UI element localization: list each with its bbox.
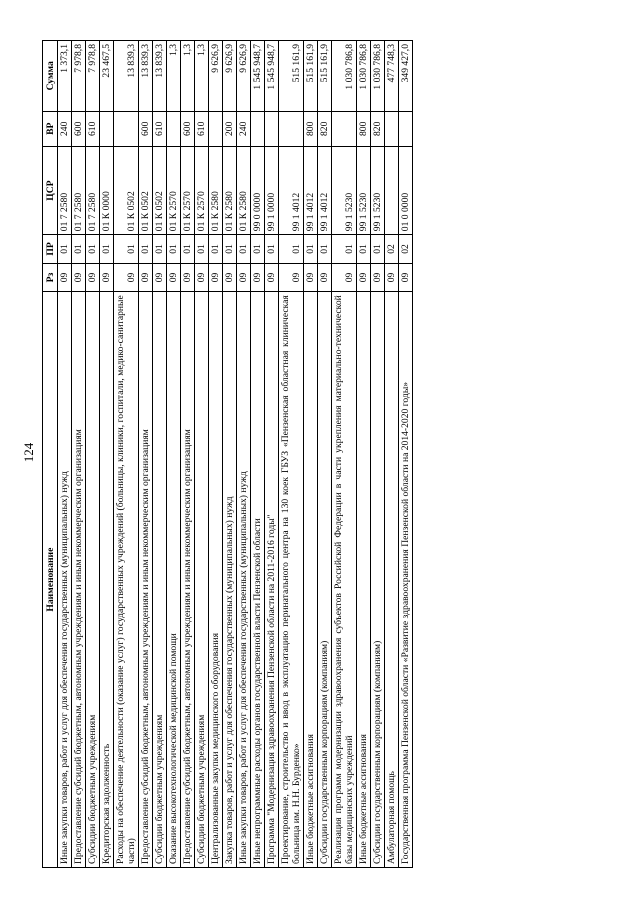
cell-pr: 01: [195, 235, 209, 264]
cell-name: Амбулаторная помощь: [385, 292, 399, 868]
cell-rz: 09: [385, 263, 399, 292]
cell-rz: 09: [114, 263, 139, 292]
cell-rz: 09: [153, 263, 167, 292]
cell-name: Иные бюджетные ассигнования: [304, 292, 318, 868]
cell-sum: 1 030 786,8: [332, 41, 357, 112]
cell-csr: 01 7 2580: [86, 146, 100, 234]
table-row: [181, 41, 195, 868]
cell-sum: 515 161,9: [318, 41, 332, 112]
table-row: [153, 41, 167, 868]
cell-csr: 99 0 0000: [251, 146, 265, 234]
cell-vr: 610: [195, 111, 209, 146]
cell-csr: 99 1 5230: [332, 146, 357, 234]
cell-name: Расходы на обеспечение деятельности (оказание услуг) государственных учреждений (больницы, клиники, госпитали, медико-санитарные части): [114, 292, 139, 868]
cell-name: Кредиторская задолженность: [100, 292, 114, 868]
cell-vr: 820: [318, 111, 332, 146]
header-pr: ПР: [43, 235, 58, 264]
cell-sum: 1 545 948,7: [265, 41, 279, 112]
cell-sum: 23 467,5: [100, 41, 114, 112]
cell-vr: [332, 111, 357, 146]
cell-pr: 01: [223, 235, 237, 264]
cell-sum: 515 161,9: [304, 41, 318, 112]
cell-csr: 01 К 2570: [181, 146, 195, 234]
cell-vr: 240: [237, 111, 251, 146]
cell-csr: 01 К 2570: [195, 146, 209, 234]
cell-vr: 610: [86, 111, 100, 146]
cell-vr: [114, 111, 139, 146]
cell-rz: 09: [209, 263, 223, 292]
table-row: [279, 41, 304, 868]
table-row: [251, 41, 265, 868]
cell-pr: 01: [72, 235, 86, 264]
cell-sum: 1 373,1: [58, 41, 72, 112]
cell-sum: 1 030 786,8: [371, 41, 385, 112]
cell-csr: 01 К 2580: [223, 146, 237, 234]
table-row: [237, 41, 251, 868]
table-row: [265, 41, 279, 868]
cell-sum: 515 161,9: [279, 41, 304, 112]
cell-vr: 820: [371, 111, 385, 146]
cell-name: Предоставление субсидий бюджетным, автономным учреждениям и иным некоммерческим организациям: [139, 292, 153, 868]
cell-sum: 349 427,0: [399, 41, 413, 112]
cell-rz: 09: [304, 263, 318, 292]
cell-csr: 99 1 4012: [279, 146, 304, 234]
cell-name: Предоставление субсидий бюджетным, автономным учреждениям и иным некоммерческим организациям: [181, 292, 195, 868]
cell-rz: 09: [72, 263, 86, 292]
cell-sum: 1 030 786,8: [357, 41, 371, 112]
cell-rz: 09: [357, 263, 371, 292]
cell-sum: 1,3: [181, 41, 195, 112]
cell-rz: 09: [195, 263, 209, 292]
cell-pr: 01: [304, 235, 318, 264]
cell-rz: 09: [181, 263, 195, 292]
cell-csr: 01 7 2580: [58, 146, 72, 234]
table-row: [371, 41, 385, 868]
cell-rz: 09: [265, 263, 279, 292]
table-row: [167, 41, 181, 868]
cell-csr: 01 К 0502: [114, 146, 139, 234]
cell-pr: 01: [251, 235, 265, 264]
cell-pr: 01: [100, 235, 114, 264]
cell-vr: [279, 111, 304, 146]
cell-pr: 01: [181, 235, 195, 264]
cell-sum: 1,3: [167, 41, 181, 112]
cell-vr: 800: [357, 111, 371, 146]
cell-sum: 9 626,9: [209, 41, 223, 112]
cell-vr: 600: [139, 111, 153, 146]
cell-sum: 7 978,8: [86, 41, 100, 112]
table-body: [58, 41, 413, 868]
table-row: [318, 41, 332, 868]
cell-pr: 01: [153, 235, 167, 264]
table-row: [357, 41, 371, 868]
table-row: [139, 41, 153, 868]
cell-vr: [209, 111, 223, 146]
cell-sum: 477 748,3: [385, 41, 399, 112]
cell-csr: 99 1 4012: [304, 146, 318, 234]
cell-pr: 01: [58, 235, 72, 264]
cell-name: Субсидии бюджетным учреждениям: [195, 292, 209, 868]
cell-csr: 99 1 0000: [265, 146, 279, 234]
cell-csr: 01 К 2570: [167, 146, 181, 234]
cell-csr: 01 К 0502: [139, 146, 153, 234]
cell-pr: 01: [318, 235, 332, 264]
cell-pr: 02: [399, 235, 413, 264]
cell-rz: 09: [371, 263, 385, 292]
table-row: [385, 41, 399, 868]
table-row: [58, 41, 72, 868]
cell-rz: 09: [279, 263, 304, 292]
cell-pr: 01: [265, 235, 279, 264]
cell-name: Иные бюджетные ассигнования: [357, 292, 371, 868]
budget-table: [42, 40, 413, 868]
cell-vr: [251, 111, 265, 146]
cell-pr: 02: [385, 235, 399, 264]
cell-csr: 01 0 0000: [399, 146, 413, 234]
cell-csr: 99 1 4012: [318, 146, 332, 234]
cell-rz: 09: [237, 263, 251, 292]
table-row: [223, 41, 237, 868]
cell-vr: [385, 111, 399, 146]
cell-pr: 01: [279, 235, 304, 264]
cell-vr: 600: [181, 111, 195, 146]
cell-vr: 800: [304, 111, 318, 146]
cell-vr: [265, 111, 279, 146]
cell-vr: 600: [72, 111, 86, 146]
header-vr: ВР: [43, 111, 58, 146]
cell-vr: 240: [58, 111, 72, 146]
cell-pr: 01: [357, 235, 371, 264]
table-row: [195, 41, 209, 868]
cell-pr: 01: [371, 235, 385, 264]
cell-name: Иные закупки товаров, работ и услуг для обеспечения государственных (муниципальных) нужд: [58, 292, 72, 868]
cell-vr: [167, 111, 181, 146]
cell-csr: [385, 146, 399, 234]
cell-csr: 01 К 0000: [100, 146, 114, 234]
cell-csr: 99 1 5230: [371, 146, 385, 234]
header-csr: ЦСР: [43, 146, 58, 234]
cell-rz: 09: [318, 263, 332, 292]
cell-csr: 01 К 2580: [237, 146, 251, 234]
cell-name: Иные закупки товаров, работ и услуг для обеспечения государственных (муниципальных) нужд: [237, 292, 251, 868]
cell-pr: 01: [167, 235, 181, 264]
cell-name: Реализация программ модернизации здравоохранения субъектов Российской Федерации в части укрепления материально-технической базы медицинских учреждений: [332, 292, 357, 868]
cell-sum: 1,3: [195, 41, 209, 112]
cell-name: Государственная программа Пензенской области «Развитие здравоохранения Пензенской области на 2014-2020 годы»: [399, 292, 413, 868]
cell-name: Субсидии бюджетным учреждениям: [153, 292, 167, 868]
cell-pr: 01: [209, 235, 223, 264]
cell-name: Субсидии бюджетным учреждениям: [86, 292, 100, 868]
table-row: [72, 41, 86, 868]
cell-pr: 01: [237, 235, 251, 264]
cell-name: Субсидии государственным корпорациям (компаниям): [318, 292, 332, 868]
cell-name: Программа "Модернизация здравоохранения Пензенской области на 2011-2016 годы": [265, 292, 279, 868]
cell-rz: 09: [399, 263, 413, 292]
cell-name: Предоставление субсидий бюджетным, автономным учреждениям и иным некоммерческим организациям: [72, 292, 86, 868]
cell-csr: 01 7 2580: [72, 146, 86, 234]
table-row: [209, 41, 223, 868]
cell-name: Оказание высокотехнологической медицинской помощи: [167, 292, 181, 868]
cell-name: Централизованные закупки медицинского оборудования: [209, 292, 223, 868]
cell-rz: 09: [223, 263, 237, 292]
cell-name: Закупка товаров, работ и услуг для обеспечения государственных (муниципальных) нужд: [223, 292, 237, 868]
table-row: [399, 41, 413, 868]
cell-sum: 9 626,9: [237, 41, 251, 112]
table-row: [100, 41, 114, 868]
table-row: [86, 41, 100, 868]
cell-csr: 01 К 0502: [153, 146, 167, 234]
cell-vr: [100, 111, 114, 146]
cell-pr: 01: [139, 235, 153, 264]
cell-rz: 09: [167, 263, 181, 292]
cell-csr: 01 К 2580: [209, 146, 223, 234]
cell-rz: 09: [86, 263, 100, 292]
cell-pr: 01: [332, 235, 357, 264]
table-row: [332, 41, 357, 868]
cell-rz: 09: [139, 263, 153, 292]
cell-rz: 09: [251, 263, 265, 292]
table-row: [114, 41, 139, 868]
cell-pr: 01: [114, 235, 139, 264]
cell-name: Иные непрограммные расходы органов государственной власти Пензенской области: [251, 292, 265, 868]
cell-sum: 7 978,8: [72, 41, 86, 112]
cell-vr: [399, 111, 413, 146]
cell-name: Субсидии государственным корпорациям (компаниям): [371, 292, 385, 868]
cell-sum: 9 626,9: [223, 41, 237, 112]
header-rz: Рз: [43, 263, 58, 292]
cell-sum: 13 839,3: [153, 41, 167, 112]
header-sum: Сумма: [43, 41, 58, 112]
cell-vr: 610: [153, 111, 167, 146]
table-row: [304, 41, 318, 868]
page-number: 124: [21, 442, 36, 463]
cell-vr: 200: [223, 111, 237, 146]
table-header-row: [43, 41, 58, 868]
cell-name: Проектирование, строительство и ввод в эксплуатацию перинатального центра на 130 коек ГБУЗ «Пензенская областная клиническая больница им. Н.Н. Бурденко»: [279, 292, 304, 868]
cell-pr: 01: [86, 235, 100, 264]
cell-sum: 13 839,3: [139, 41, 153, 112]
cell-sum: 1 545 948,7: [251, 41, 265, 112]
cell-rz: 09: [58, 263, 72, 292]
cell-rz: 09: [100, 263, 114, 292]
cell-rz: 09: [332, 263, 357, 292]
cell-sum: 13 839,3: [114, 41, 139, 112]
cell-csr: 99 1 5230: [357, 146, 371, 234]
header-name: Наименование: [43, 292, 58, 868]
